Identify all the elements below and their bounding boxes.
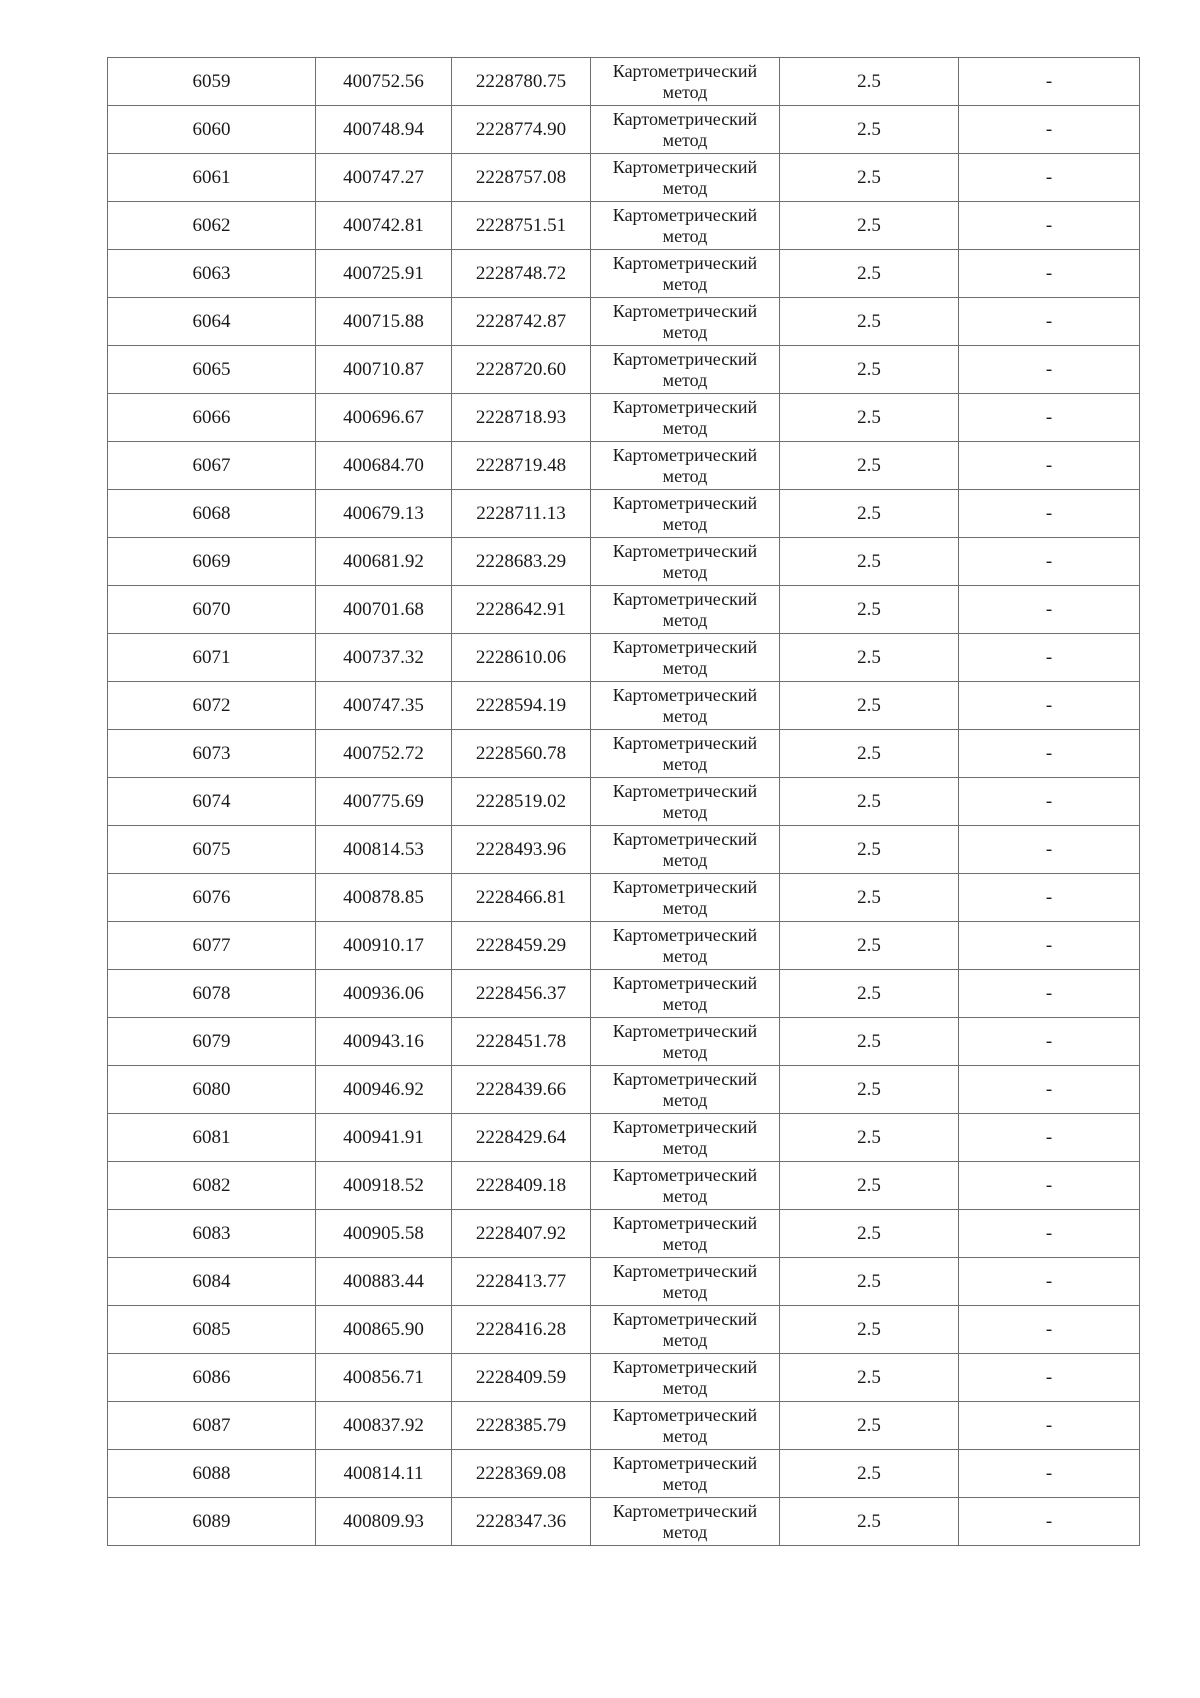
accuracy-cell: 2.5 <box>780 826 959 874</box>
table-row <box>108 1498 1140 1546</box>
x-coordinate-cell: 400752.72 <box>316 730 452 778</box>
method-line-2: метод <box>662 897 708 918</box>
method-line-1: Картометрический <box>612 684 758 705</box>
note-cell: - <box>959 826 1140 874</box>
accuracy-cell: 2.5 <box>780 586 959 634</box>
y-coordinate-cell: 2228409.59 <box>452 1354 591 1402</box>
note-cell: - <box>959 538 1140 586</box>
table-row <box>108 1258 1140 1306</box>
note-cell: - <box>959 778 1140 826</box>
method-line-2: метод <box>662 657 708 678</box>
table-row <box>108 1306 1140 1354</box>
y-coordinate-cell: 2228774.90 <box>452 106 591 154</box>
method-cell <box>591 922 780 970</box>
note-cell: - <box>959 922 1140 970</box>
note-cell: - <box>959 442 1140 490</box>
accuracy-cell: 2.5 <box>780 874 959 922</box>
point-number-cell: 6065 <box>108 346 316 394</box>
x-coordinate-cell: 400775.69 <box>316 778 452 826</box>
note-cell: - <box>959 1258 1140 1306</box>
point-number-cell: 6086 <box>108 1354 316 1402</box>
method-line-2: метод <box>662 1233 708 1254</box>
method-line-1: Картометрический <box>612 732 758 753</box>
method-cell <box>591 1258 780 1306</box>
point-number-cell: 6073 <box>108 730 316 778</box>
method-cell <box>591 970 780 1018</box>
table-row <box>108 682 1140 730</box>
point-number-cell: 6074 <box>108 778 316 826</box>
method-cell <box>591 490 780 538</box>
method-line-2: метод <box>662 1377 708 1398</box>
point-number-cell: 6088 <box>108 1450 316 1498</box>
x-coordinate-cell: 400856.71 <box>316 1354 452 1402</box>
point-number-cell: 6075 <box>108 826 316 874</box>
x-coordinate-cell: 400814.53 <box>316 826 452 874</box>
table-row <box>108 442 1140 490</box>
table-row <box>108 586 1140 634</box>
x-coordinate-cell: 400684.70 <box>316 442 452 490</box>
method-cell <box>591 154 780 202</box>
method-cell <box>591 1210 780 1258</box>
method-line-2: метод <box>662 993 708 1014</box>
x-coordinate-cell: 400918.52 <box>316 1162 452 1210</box>
method-line-2: метод <box>662 129 708 150</box>
y-coordinate-cell: 2228594.19 <box>452 682 591 730</box>
x-coordinate-cell: 400715.88 <box>316 298 452 346</box>
x-coordinate-cell: 400814.11 <box>316 1450 452 1498</box>
note-cell: - <box>959 586 1140 634</box>
point-number-cell: 6078 <box>108 970 316 1018</box>
accuracy-cell: 2.5 <box>780 1258 959 1306</box>
method-cell <box>591 394 780 442</box>
point-number-cell: 6064 <box>108 298 316 346</box>
accuracy-cell: 2.5 <box>780 1018 959 1066</box>
point-number-cell: 6071 <box>108 634 316 682</box>
note-cell: - <box>959 250 1140 298</box>
x-coordinate-cell: 400747.27 <box>316 154 452 202</box>
table-row <box>108 394 1140 442</box>
method-line-1: Картометрический <box>612 540 758 561</box>
table-row <box>108 1450 1140 1498</box>
point-number-cell: 6084 <box>108 1258 316 1306</box>
accuracy-cell: 2.5 <box>780 634 959 682</box>
method-line-1: Картометрический <box>612 1020 758 1041</box>
note-cell: - <box>959 58 1140 106</box>
point-number-cell: 6062 <box>108 202 316 250</box>
method-cell <box>591 826 780 874</box>
point-number-cell: 6069 <box>108 538 316 586</box>
table-row <box>108 874 1140 922</box>
point-number-cell: 6085 <box>108 1306 316 1354</box>
method-line-2: метод <box>662 513 708 534</box>
table-row <box>108 346 1140 394</box>
point-number-cell: 6079 <box>108 1018 316 1066</box>
x-coordinate-cell: 400681.92 <box>316 538 452 586</box>
method-cell <box>591 202 780 250</box>
method-cell <box>591 298 780 346</box>
note-cell: - <box>959 1114 1140 1162</box>
method-cell <box>591 778 780 826</box>
method-line-1: Картометрический <box>612 1356 758 1377</box>
note-cell: - <box>959 1498 1140 1546</box>
method-cell <box>591 730 780 778</box>
y-coordinate-cell: 2228780.75 <box>452 58 591 106</box>
method-line-2: метод <box>662 1473 708 1494</box>
x-coordinate-cell: 400737.32 <box>316 634 452 682</box>
note-cell: - <box>959 1450 1140 1498</box>
method-line-2: метод <box>662 177 708 198</box>
note-cell: - <box>959 1210 1140 1258</box>
x-coordinate-cell: 400679.13 <box>316 490 452 538</box>
y-coordinate-cell: 2228748.72 <box>452 250 591 298</box>
method-cell <box>591 1402 780 1450</box>
y-coordinate-cell: 2228642.91 <box>452 586 591 634</box>
y-coordinate-cell: 2228347.36 <box>452 1498 591 1546</box>
accuracy-cell: 2.5 <box>780 970 959 1018</box>
accuracy-cell: 2.5 <box>780 202 959 250</box>
x-coordinate-cell: 400941.91 <box>316 1114 452 1162</box>
method-line-2: метод <box>662 1041 708 1062</box>
note-cell: - <box>959 1162 1140 1210</box>
accuracy-cell: 2.5 <box>780 1354 959 1402</box>
note-cell: - <box>959 346 1140 394</box>
y-coordinate-cell: 2228409.18 <box>452 1162 591 1210</box>
accuracy-cell: 2.5 <box>780 1114 959 1162</box>
table-row <box>108 1210 1140 1258</box>
method-cell <box>591 346 780 394</box>
y-coordinate-cell: 2228456.37 <box>452 970 591 1018</box>
table-row <box>108 250 1140 298</box>
point-number-cell: 6067 <box>108 442 316 490</box>
method-line-1: Картометрический <box>612 1404 758 1425</box>
x-coordinate-cell: 400809.93 <box>316 1498 452 1546</box>
y-coordinate-cell: 2228451.78 <box>452 1018 591 1066</box>
accuracy-cell: 2.5 <box>780 1450 959 1498</box>
method-cell <box>591 250 780 298</box>
method-line-1: Картометрический <box>612 1308 758 1329</box>
method-line-2: метод <box>662 1185 708 1206</box>
method-cell <box>591 874 780 922</box>
x-coordinate-cell: 400943.16 <box>316 1018 452 1066</box>
accuracy-cell: 2.5 <box>780 922 959 970</box>
method-line-1: Картометрический <box>612 924 758 945</box>
method-line-1: Картометрический <box>612 348 758 369</box>
x-coordinate-cell: 400742.81 <box>316 202 452 250</box>
y-coordinate-cell: 2228429.64 <box>452 1114 591 1162</box>
y-coordinate-cell: 2228369.08 <box>452 1450 591 1498</box>
method-line-2: метод <box>662 225 708 246</box>
method-line-1: Картометрический <box>612 636 758 657</box>
y-coordinate-cell: 2228439.66 <box>452 1066 591 1114</box>
table-row <box>108 970 1140 1018</box>
method-line-1: Картометрический <box>612 972 758 993</box>
x-coordinate-cell: 400710.87 <box>316 346 452 394</box>
x-coordinate-cell: 400865.90 <box>316 1306 452 1354</box>
note-cell: - <box>959 634 1140 682</box>
method-line-1: Картометрический <box>612 444 758 465</box>
note-cell: - <box>959 106 1140 154</box>
accuracy-cell: 2.5 <box>780 1210 959 1258</box>
table-row <box>108 922 1140 970</box>
table-row <box>108 634 1140 682</box>
note-cell: - <box>959 874 1140 922</box>
method-cell <box>591 106 780 154</box>
y-coordinate-cell: 2228560.78 <box>452 730 591 778</box>
accuracy-cell: 2.5 <box>780 346 959 394</box>
method-cell <box>591 1066 780 1114</box>
method-line-1: Картометрический <box>612 1116 758 1137</box>
method-line-1: Картометрический <box>612 204 758 225</box>
method-line-2: метод <box>662 705 708 726</box>
method-line-2: метод <box>662 1329 708 1350</box>
method-line-2: метод <box>662 369 708 390</box>
method-line-1: Картометрический <box>612 396 758 417</box>
method-cell <box>591 442 780 490</box>
x-coordinate-cell: 400748.94 <box>316 106 452 154</box>
method-cell <box>591 1306 780 1354</box>
accuracy-cell: 2.5 <box>780 106 959 154</box>
method-line-2: метод <box>662 321 708 342</box>
point-number-cell: 6059 <box>108 58 316 106</box>
method-line-1: Картометрический <box>612 828 758 849</box>
y-coordinate-cell: 2228757.08 <box>452 154 591 202</box>
x-coordinate-cell: 400946.92 <box>316 1066 452 1114</box>
accuracy-cell: 2.5 <box>780 394 959 442</box>
method-line-2: метод <box>662 1521 708 1542</box>
method-line-2: метод <box>662 1137 708 1158</box>
method-line-1: Картометрический <box>612 876 758 897</box>
table-row <box>108 778 1140 826</box>
accuracy-cell: 2.5 <box>780 538 959 586</box>
note-cell: - <box>959 970 1140 1018</box>
y-coordinate-cell: 2228519.02 <box>452 778 591 826</box>
x-coordinate-cell: 400883.44 <box>316 1258 452 1306</box>
accuracy-cell: 2.5 <box>780 442 959 490</box>
accuracy-cell: 2.5 <box>780 250 959 298</box>
note-cell: - <box>959 682 1140 730</box>
x-coordinate-cell: 400752.56 <box>316 58 452 106</box>
note-cell: - <box>959 1402 1140 1450</box>
accuracy-cell: 2.5 <box>780 778 959 826</box>
table-row <box>108 826 1140 874</box>
x-coordinate-cell: 400747.35 <box>316 682 452 730</box>
method-cell <box>591 1498 780 1546</box>
point-number-cell: 6087 <box>108 1402 316 1450</box>
table-body <box>108 58 1140 1546</box>
point-number-cell: 6066 <box>108 394 316 442</box>
table-row <box>108 154 1140 202</box>
method-line-2: метод <box>662 1089 708 1110</box>
method-line-2: метод <box>662 417 708 438</box>
y-coordinate-cell: 2228683.29 <box>452 538 591 586</box>
method-cell <box>591 634 780 682</box>
point-number-cell: 6060 <box>108 106 316 154</box>
accuracy-cell: 2.5 <box>780 1306 959 1354</box>
note-cell: - <box>959 394 1140 442</box>
accuracy-cell: 2.5 <box>780 58 959 106</box>
method-cell <box>591 538 780 586</box>
method-line-1: Картометрический <box>612 588 758 609</box>
method-line-1: Картометрический <box>612 1212 758 1233</box>
x-coordinate-cell: 400910.17 <box>316 922 452 970</box>
note-cell: - <box>959 1018 1140 1066</box>
accuracy-cell: 2.5 <box>780 1402 959 1450</box>
method-line-2: метод <box>662 801 708 822</box>
y-coordinate-cell: 2228466.81 <box>452 874 591 922</box>
method-line-2: метод <box>662 849 708 870</box>
point-number-cell: 6077 <box>108 922 316 970</box>
point-number-cell: 6072 <box>108 682 316 730</box>
table-row <box>108 106 1140 154</box>
x-coordinate-cell: 400725.91 <box>316 250 452 298</box>
point-number-cell: 6080 <box>108 1066 316 1114</box>
note-cell: - <box>959 730 1140 778</box>
table-row <box>108 1018 1140 1066</box>
y-coordinate-cell: 2228720.60 <box>452 346 591 394</box>
y-coordinate-cell: 2228416.28 <box>452 1306 591 1354</box>
method-line-1: Картометрический <box>612 108 758 129</box>
method-line-2: метод <box>662 753 708 774</box>
note-cell: - <box>959 202 1140 250</box>
table-row <box>108 1162 1140 1210</box>
table-row <box>108 202 1140 250</box>
note-cell: - <box>959 1066 1140 1114</box>
method-line-1: Картометрический <box>612 1500 758 1521</box>
point-number-cell: 6063 <box>108 250 316 298</box>
method-line-1: Картометрический <box>612 156 758 177</box>
y-coordinate-cell: 2228751.51 <box>452 202 591 250</box>
accuracy-cell: 2.5 <box>780 1498 959 1546</box>
note-cell: - <box>959 490 1140 538</box>
point-number-cell: 6070 <box>108 586 316 634</box>
method-line-1: Картометрический <box>612 780 758 801</box>
method-cell <box>591 1162 780 1210</box>
x-coordinate-cell: 400936.06 <box>316 970 452 1018</box>
y-coordinate-cell: 2228610.06 <box>452 634 591 682</box>
accuracy-cell: 2.5 <box>780 682 959 730</box>
y-coordinate-cell: 2228385.79 <box>452 1402 591 1450</box>
method-line-2: метод <box>662 561 708 582</box>
y-coordinate-cell: 2228711.13 <box>452 490 591 538</box>
method-line-1: Картометрический <box>612 252 758 273</box>
table-row <box>108 1066 1140 1114</box>
table-row <box>108 1354 1140 1402</box>
point-number-cell: 6061 <box>108 154 316 202</box>
method-line-1: Картометрический <box>612 300 758 321</box>
method-line-2: метод <box>662 81 708 102</box>
note-cell: - <box>959 1306 1140 1354</box>
method-line-1: Картометрический <box>612 492 758 513</box>
point-number-cell: 6083 <box>108 1210 316 1258</box>
table-row <box>108 730 1140 778</box>
x-coordinate-cell: 400837.92 <box>316 1402 452 1450</box>
y-coordinate-cell: 2228742.87 <box>452 298 591 346</box>
method-line-2: метод <box>662 609 708 630</box>
table-row <box>108 1114 1140 1162</box>
method-cell <box>591 682 780 730</box>
point-number-cell: 6081 <box>108 1114 316 1162</box>
accuracy-cell: 2.5 <box>780 154 959 202</box>
point-number-cell: 6089 <box>108 1498 316 1546</box>
table-row <box>108 1402 1140 1450</box>
method-line-1: Картометрический <box>612 60 758 81</box>
x-coordinate-cell: 400905.58 <box>316 1210 452 1258</box>
table-row <box>108 538 1140 586</box>
x-coordinate-cell: 400696.67 <box>316 394 452 442</box>
table-row <box>108 58 1140 106</box>
coordinates-table <box>107 57 1140 1546</box>
method-cell <box>591 1018 780 1066</box>
method-line-2: метод <box>662 273 708 294</box>
method-line-2: метод <box>662 465 708 486</box>
method-cell <box>591 1354 780 1402</box>
method-line-1: Картометрический <box>612 1452 758 1473</box>
method-cell <box>591 58 780 106</box>
point-number-cell: 6076 <box>108 874 316 922</box>
accuracy-cell: 2.5 <box>780 730 959 778</box>
method-cell <box>591 1450 780 1498</box>
y-coordinate-cell: 2228459.29 <box>452 922 591 970</box>
x-coordinate-cell: 400878.85 <box>316 874 452 922</box>
y-coordinate-cell: 2228407.92 <box>452 1210 591 1258</box>
y-coordinate-cell: 2228413.77 <box>452 1258 591 1306</box>
y-coordinate-cell: 2228719.48 <box>452 442 591 490</box>
accuracy-cell: 2.5 <box>780 490 959 538</box>
y-coordinate-cell: 2228718.93 <box>452 394 591 442</box>
table-row <box>108 298 1140 346</box>
point-number-cell: 6068 <box>108 490 316 538</box>
note-cell: - <box>959 1354 1140 1402</box>
note-cell: - <box>959 298 1140 346</box>
table-row <box>108 490 1140 538</box>
method-line-1: Картометрический <box>612 1164 758 1185</box>
method-line-1: Картометрический <box>612 1260 758 1281</box>
method-line-2: метод <box>662 945 708 966</box>
method-cell <box>591 586 780 634</box>
x-coordinate-cell: 400701.68 <box>316 586 452 634</box>
accuracy-cell: 2.5 <box>780 298 959 346</box>
method-cell <box>591 1114 780 1162</box>
point-number-cell: 6082 <box>108 1162 316 1210</box>
method-line-2: метод <box>662 1425 708 1446</box>
accuracy-cell: 2.5 <box>780 1162 959 1210</box>
accuracy-cell: 2.5 <box>780 1066 959 1114</box>
y-coordinate-cell: 2228493.96 <box>452 826 591 874</box>
method-line-2: метод <box>662 1281 708 1302</box>
note-cell: - <box>959 154 1140 202</box>
method-line-1: Картометрический <box>612 1068 758 1089</box>
